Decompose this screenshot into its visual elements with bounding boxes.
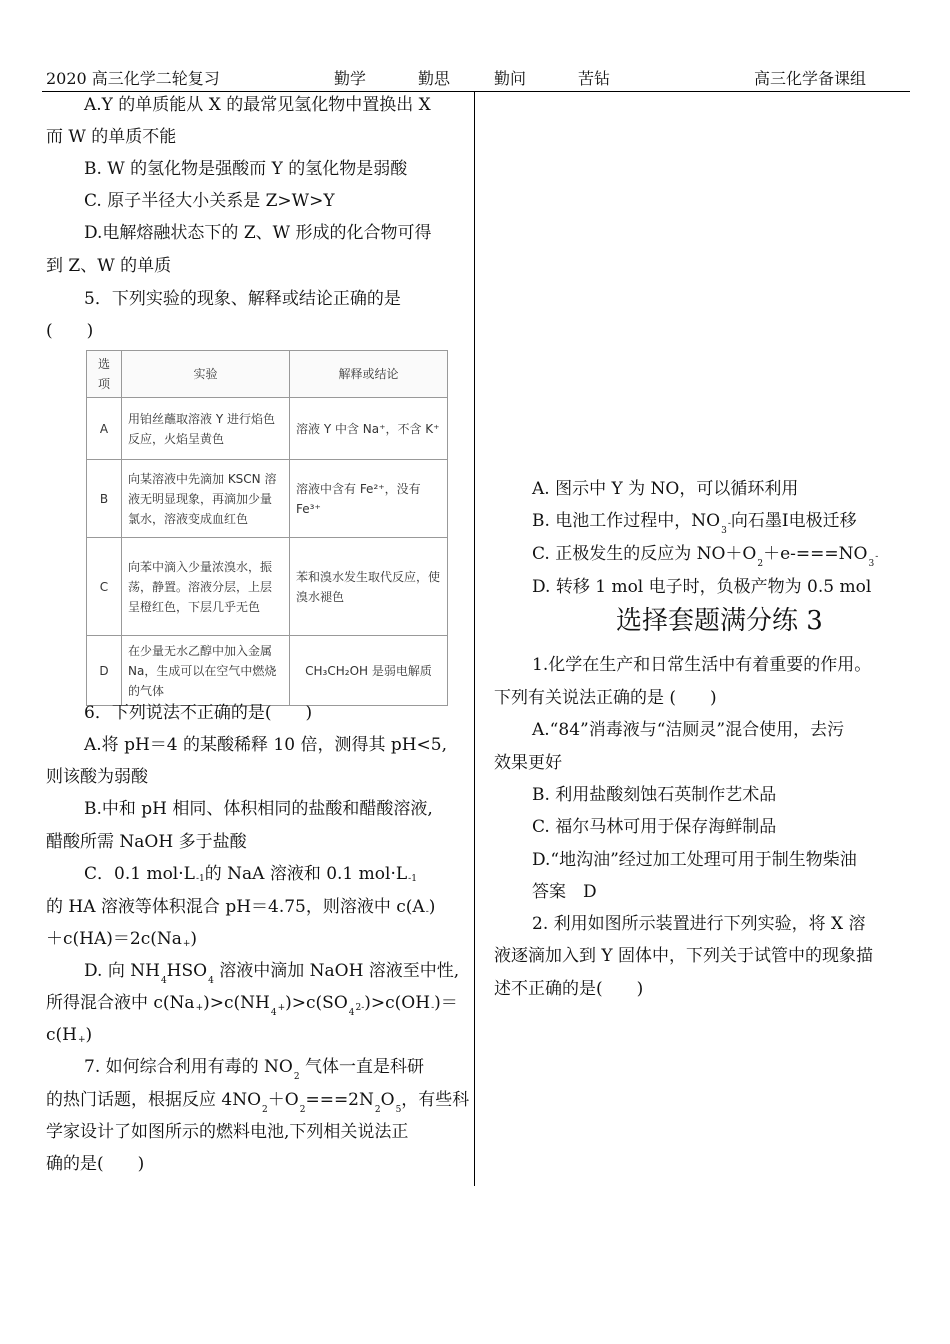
q5-stem: 5．下列实验的现象、解释或结论正确的是 [84, 289, 401, 309]
superscript: - [431, 1003, 435, 1013]
text-run: 向石墨Ⅰ电极迁移 [730, 511, 857, 531]
table-row [87, 636, 448, 706]
q6-option-b-line2: 醋酸所需 NaOH 多于盐酸 [46, 832, 247, 852]
q5-blank: ( ) [46, 321, 94, 341]
text-run: HSO [166, 961, 208, 981]
q6-option-a-line1: A.将 pH＝4 的某酸稀释 10 倍，测得其 pH<5, [84, 735, 448, 755]
subscript: 2 [374, 1105, 381, 1115]
p1-option-d: D.“地沟油”经过加工处理可用于制生物柴油 [532, 850, 857, 870]
header-left: 2020 高三化学二轮复习 [46, 69, 220, 88]
table-cell-option: B [87, 460, 122, 538]
q4-option-a-line1: A.Y 的单质能从 X 的最常见氢化物中置换出 X [84, 95, 431, 115]
p1-option-a-line1: A.“84”消毒液与“洁厕灵”混合使用，去污 [532, 720, 845, 740]
p1-option-c: C. 福尔马林可用于保存海鲜制品 [532, 817, 777, 837]
table-cell-conclusion: CH₃CH₂OH 是弱电解质 [290, 636, 448, 706]
superscript: + [77, 1035, 86, 1045]
q7-line3: 学家设计了如图所示的燃料电池,下列相关说法正 [46, 1122, 409, 1142]
q6-option-d-line3 [46, 1024, 92, 1049]
text-run: 气体一直是科研 [299, 1057, 424, 1077]
q4-option-a-line2: 而 W 的单质不能 [46, 127, 177, 147]
text-run: 的 HA 溶液等体积混合 pH＝4.75，则溶液中 c(A [46, 897, 425, 917]
q7-option-a: A. 图示中 Y 为 NO，可以循环利用 [532, 479, 799, 499]
table-cell-option: A [87, 398, 122, 460]
text-run: C. 正极发生的反应为 NO＋O [532, 544, 757, 564]
q6-option-c-line1 [84, 863, 417, 888]
table-row [87, 460, 448, 538]
q7-line1 [84, 1056, 424, 1081]
text-run: ＋e-===NO [763, 544, 868, 564]
q7-line4: 确的是( ) [46, 1154, 145, 1174]
text-run: O [380, 1090, 395, 1110]
text-run: D. 向 NH [84, 961, 160, 981]
table-header-row [87, 351, 448, 398]
table-cell-conclusion: 苯和溴水发生取代反应，使溴水褪色 [290, 538, 448, 636]
text-run: 的 NaA 溶液和 0.1 mol·L [204, 864, 408, 884]
superscript: - [727, 519, 731, 529]
superscript: + [182, 939, 191, 949]
text-run: )>c(OH [364, 993, 431, 1013]
superscript: + [195, 1003, 204, 1013]
table-cell-conclusion: 溶液 Y 中含 Na⁺，不含 K⁺ [290, 398, 448, 460]
p1-option-a-line2: 效果更好 [494, 753, 562, 773]
q6-option-d-line1 [84, 960, 459, 985]
header-motto-2: 勤思 [418, 69, 451, 88]
text-run: ===2N [305, 1090, 374, 1110]
subscript: 4 [208, 976, 214, 986]
text-run: 所得混合液中 c(Na [46, 993, 195, 1013]
subscript: 3 [721, 526, 727, 536]
p1-stem-line2: 下列有关说法正确的是 ( ) [494, 688, 717, 708]
superscript: -1 [408, 874, 417, 884]
superscript: + [277, 1003, 286, 1013]
q6-option-a-line2: 则该酸为弱酸 [46, 767, 148, 787]
text-run: c(H [46, 1025, 77, 1045]
p2-stem-line3: 述不正确的是( ) [494, 979, 644, 999]
subscript: 3 [868, 559, 875, 569]
table-cell-experiment: 用铂丝蘸取溶液 Y 进行焰色反应，火焰呈黄色 [122, 398, 290, 460]
text-run: C．0.1 mol·L [84, 864, 195, 884]
header-right: 高三化学备课组 [754, 69, 867, 88]
table-row [87, 398, 448, 460]
q4-option-b: B. W 的氢化物是强酸而 Y 的氢化物是弱酸 [84, 159, 408, 179]
text-run: 的热门话题，根据反应 4NO [46, 1090, 262, 1110]
q4-option-d-line2: 到 Z、W 的单质 [46, 256, 172, 276]
q6-option-c-line3 [46, 928, 197, 953]
text-run: )>c(SO [285, 993, 348, 1013]
superscript: - [425, 907, 429, 917]
p2-stem-line2: 液逐滴加入到 Y 固体中，下列关于试管中的现象描 [494, 946, 874, 966]
table-cell-option: C [87, 538, 122, 636]
text-run: )＝ [434, 993, 458, 1013]
text-run: B. 电池工作过程中，NO [532, 511, 721, 531]
text-run: 溶液中滴加 NaOH 溶液至中性, [213, 961, 460, 981]
table-cell-option: D [87, 636, 122, 706]
table-cell-conclusion: 溶液中含有 Fe²⁺，没有 Fe³⁺ [290, 460, 448, 538]
q6-option-c-line2 [46, 896, 435, 921]
table-header-option: 选项 [87, 351, 122, 398]
header-motto-4: 苦钻 [578, 69, 611, 88]
q7-option-b [532, 510, 857, 535]
q4-option-c: C. 原子半径大小关系是 Z>W>Y [84, 191, 335, 211]
table-cell-experiment: 在少量无水乙醇中加入金属 Na，生成可以在空气中燃烧的气体 [122, 636, 290, 706]
p1-option-b: B. 利用盐酸刻蚀石英制作艺术品 [532, 785, 777, 805]
p2-stem-line1: 2. 利用如图所示装置进行下列实验，将 X 溶 [532, 914, 866, 934]
q7-option-c [532, 543, 878, 568]
subscript: 2 [757, 559, 764, 569]
table-header-conclusion: 解释或结论 [290, 351, 448, 398]
q4-option-d-line1: D.电解熔融状态下的 Z、W 形成的化合物可得 [84, 223, 432, 243]
text-run: ＋c(HA)＝2c(Na [46, 929, 182, 949]
text-run: )>c(NH [203, 993, 270, 1013]
q6-option-d-line2 [46, 992, 458, 1017]
table-header-experiment: 实验 [122, 351, 290, 398]
q7-option-d: D. 转移 1 mol 电子时，负极产物为 0.5 mol [532, 577, 872, 597]
header-motto-3: 勤问 [494, 69, 527, 88]
subscript: 4 [160, 976, 167, 986]
subscript: 4 [270, 1008, 277, 1018]
subscript: 5 [395, 1105, 402, 1115]
q7-line2 [46, 1089, 469, 1114]
subscript: 2 [299, 1105, 306, 1115]
superscript: 2- [355, 1003, 365, 1013]
section-title: 选择套题满分练 3 [616, 606, 823, 636]
text-run: ＋O [267, 1090, 299, 1110]
text-run: ) [190, 929, 198, 949]
experiment-table [86, 350, 448, 706]
table-cell-experiment: 向苯中滴入少量浓溴水，振荡，静置。溶液分层，上层呈橙红色，下层几乎无色 [122, 538, 290, 636]
text-run: ) [428, 897, 436, 917]
p1-stem-line1: 1.化学在生产和日常生活中有着重要的作用。 [532, 655, 872, 675]
table-row [87, 538, 448, 636]
subscript: 4 [348, 1008, 355, 1018]
text-run: 7. 如何综合利用有毒的 NO [84, 1057, 293, 1077]
header-motto-1: 勤学 [334, 69, 367, 88]
superscript: -1 [195, 874, 205, 884]
text-run: ) [85, 1025, 93, 1045]
q6-stem: 6．下列说法不正确的是( ) [84, 703, 313, 723]
table-cell-experiment: 向某溶液中先滴加 KSCN 溶液无明显现象，再滴加少量氯水，溶液变成血红色 [122, 460, 290, 538]
header-rule [42, 91, 910, 92]
subscript: 2 [293, 1072, 300, 1082]
text-run: ，有些科 [401, 1090, 470, 1110]
superscript: - [875, 552, 879, 562]
subscript: 2 [262, 1105, 268, 1115]
q6-option-b-line1: B.中和 pH 相同、体积相同的盐酸和醋酸溶液, [84, 799, 433, 819]
p1-answer: 答案 D [532, 882, 597, 902]
column-divider [474, 91, 475, 1186]
